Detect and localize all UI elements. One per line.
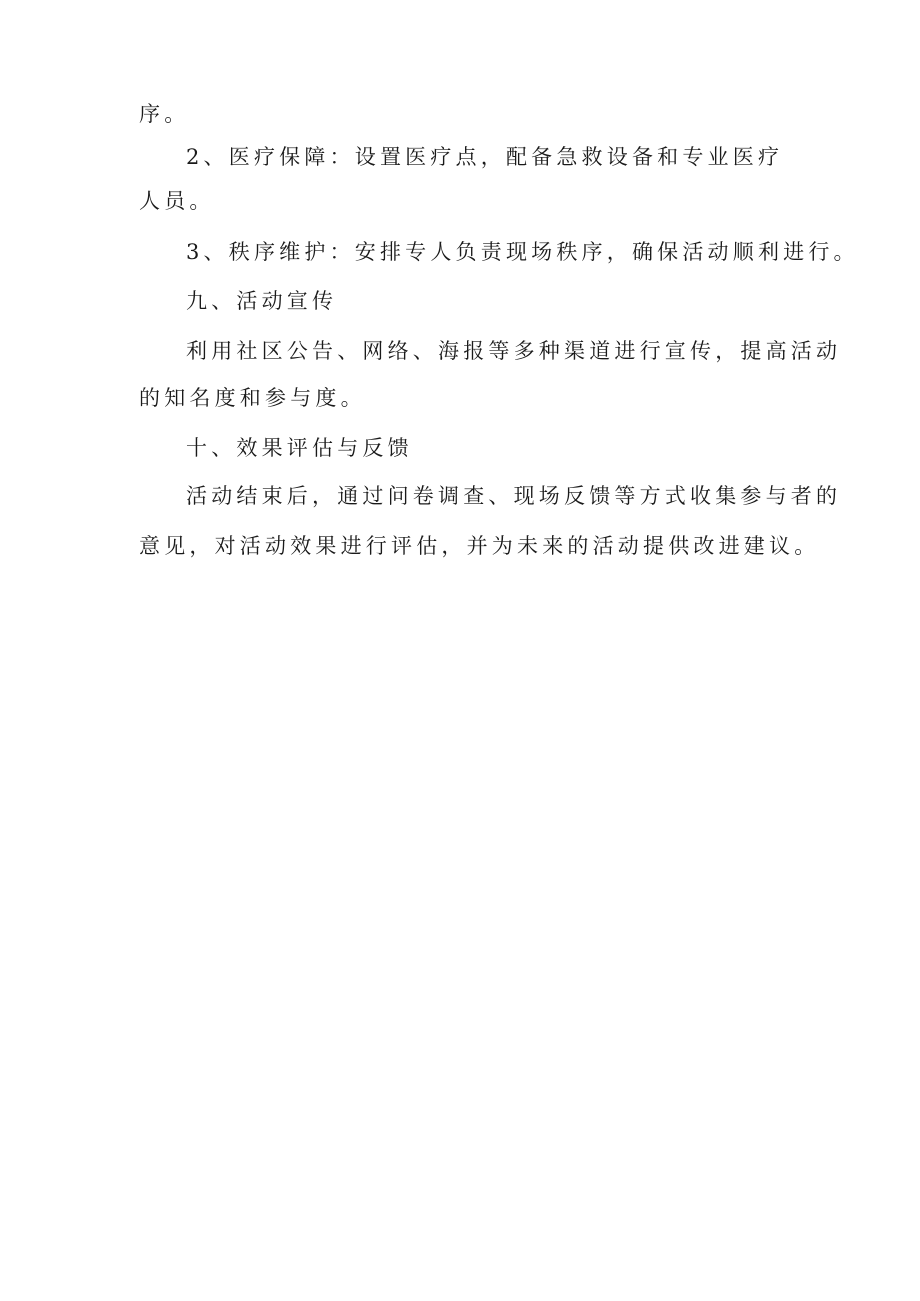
section-heading: 十、效果评估与反馈 bbox=[186, 436, 413, 460]
paragraph-line: 利用社区公告、网络、海报等多种渠道进行宣传，提高活动 bbox=[186, 339, 842, 363]
paragraph-line: 意见，对活动效果进行评估，并为未来的活动提供改进建议。 bbox=[139, 534, 820, 558]
paragraph-line: 2、医疗保障：设置医疗点，配备急救设备和专业医疗 bbox=[186, 145, 784, 169]
paragraph-line: 序。 bbox=[139, 102, 190, 126]
paragraph-line: 3、秩序维护：安排专人负责现场秩序，确保活动顺利进行。 bbox=[186, 240, 859, 264]
section-heading: 九、活动宣传 bbox=[186, 289, 338, 313]
paragraph-line: 的知名度和参与度。 bbox=[139, 386, 366, 410]
paragraph-line: 活动结束后，通过问卷调查、现场反馈等方式收集参与者的 bbox=[186, 484, 842, 508]
paragraph-line: 人员。 bbox=[139, 189, 215, 213]
